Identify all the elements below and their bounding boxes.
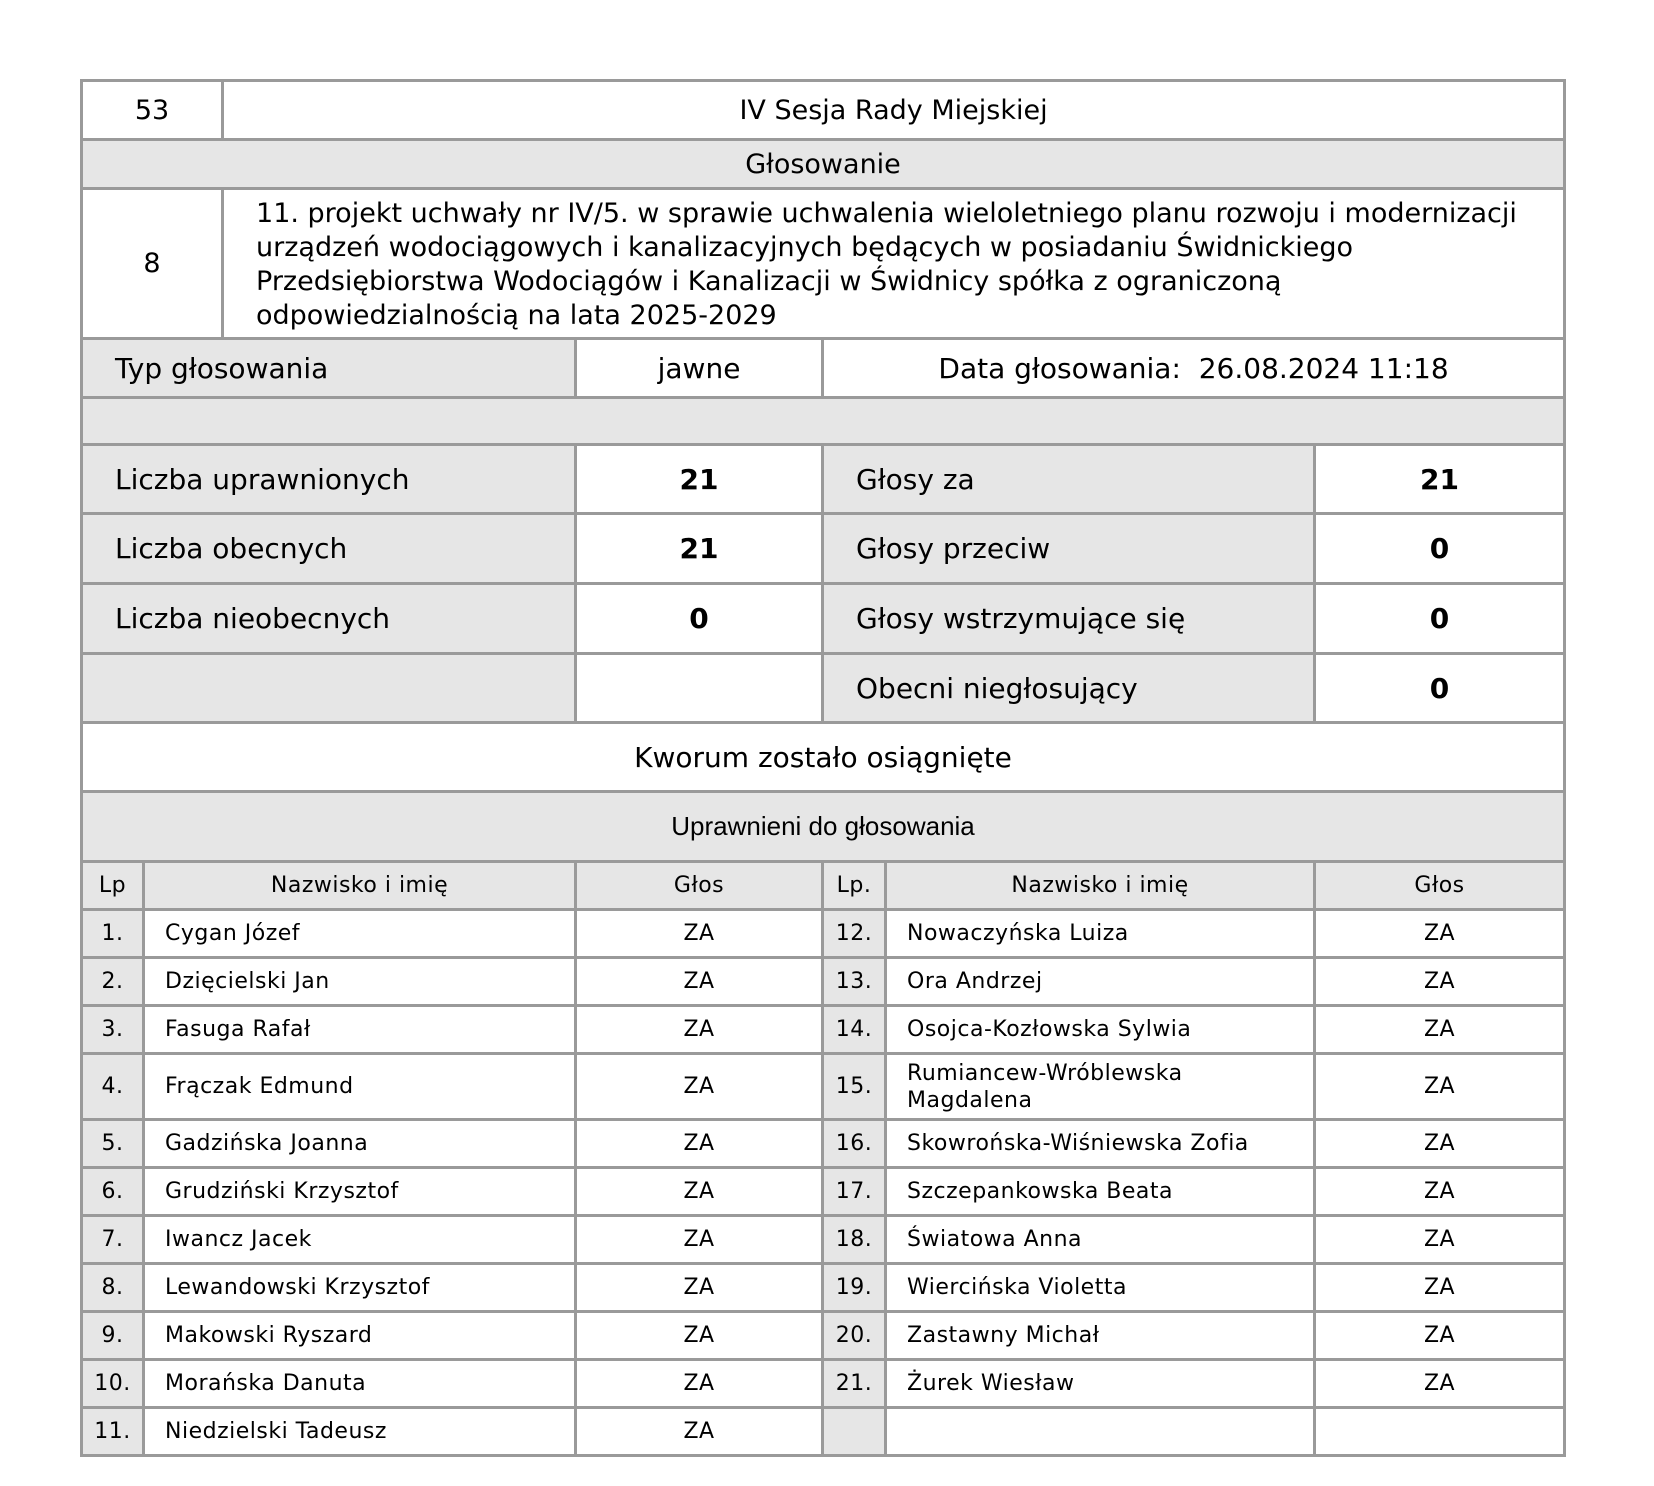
voter-name: Światowa Anna bbox=[886, 1216, 1315, 1264]
voter-name: Dzięcielski Jan bbox=[144, 958, 576, 1006]
voter-vote: ZA bbox=[576, 910, 823, 958]
voter-lp: 11. bbox=[82, 1408, 144, 1456]
voter-name: Nowaczyńska Luiza bbox=[886, 910, 1315, 958]
vote-date bbox=[823, 339, 1565, 398]
table-row bbox=[82, 1312, 1565, 1360]
voter-name: Żurek Wiesław bbox=[886, 1360, 1315, 1408]
voter-vote: ZA bbox=[1315, 1120, 1565, 1168]
eligible-label: Liczba uprawnionych bbox=[82, 445, 576, 514]
voter-vote: ZA bbox=[1315, 1312, 1565, 1360]
voter-lp: 19. bbox=[823, 1264, 886, 1312]
votes-for-value: 21 bbox=[1315, 445, 1565, 514]
voter-vote: ZA bbox=[576, 1006, 823, 1054]
empty-stat-value bbox=[576, 654, 823, 723]
voter-lp: 8. bbox=[82, 1264, 144, 1312]
voter-vote: ZA bbox=[1315, 910, 1565, 958]
voter-lp: 6. bbox=[82, 1168, 144, 1216]
voter-lp: 2. bbox=[82, 958, 144, 1006]
eligible-value: 21 bbox=[576, 445, 823, 514]
col-name-left: Nazwisko i imię bbox=[144, 862, 576, 910]
voter-name: Frączak Edmund bbox=[144, 1054, 576, 1120]
voter-lp: 21. bbox=[823, 1360, 886, 1408]
voter-name: Zastawny Michał bbox=[886, 1312, 1315, 1360]
voter-vote: ZA bbox=[1315, 1216, 1565, 1264]
voter-lp: 18. bbox=[823, 1216, 886, 1264]
voter-name: Makowski Ryszard bbox=[144, 1312, 576, 1360]
section-title: Głosowanie bbox=[82, 140, 1565, 189]
vote-type-label: Typ głosowania bbox=[82, 339, 576, 398]
voter-vote: ZA bbox=[1315, 1006, 1565, 1054]
voter-name: Osojca-Kozłowska Sylwia bbox=[886, 1006, 1315, 1054]
voter-name: Gadzińska Joanna bbox=[144, 1120, 576, 1168]
present-value: 21 bbox=[576, 514, 823, 584]
voter-name: Wiercińska Violetta bbox=[886, 1264, 1315, 1312]
voter-name-empty bbox=[886, 1408, 1315, 1456]
col-lp-left: Lp bbox=[82, 862, 144, 910]
abstain-label: Głosy wstrzymujące się bbox=[823, 584, 1315, 654]
voter-name: Iwancz Jacek bbox=[144, 1216, 576, 1264]
voter-name: Skowrońska-Wiśniewska Zofia bbox=[886, 1120, 1315, 1168]
table-row bbox=[82, 1264, 1565, 1312]
voter-vote: ZA bbox=[1315, 1168, 1565, 1216]
col-name-right: Nazwisko i imię bbox=[886, 862, 1315, 910]
voter-vote: ZA bbox=[1315, 1054, 1565, 1120]
voter-name: Szczepankowska Beata bbox=[886, 1168, 1315, 1216]
table-row bbox=[82, 1054, 1565, 1120]
voter-name: Fasuga Rafał bbox=[144, 1006, 576, 1054]
protocol-number: 53 bbox=[82, 81, 223, 140]
voter-vote: ZA bbox=[576, 1264, 823, 1312]
voter-lp: 15. bbox=[823, 1054, 886, 1120]
nonvoting-value: 0 bbox=[1315, 654, 1565, 723]
voter-vote: ZA bbox=[576, 1054, 823, 1120]
quorum-status: Kworum zostało osiągnięte bbox=[82, 723, 1565, 792]
nonvoting-label: Obecni niegłosujący bbox=[823, 654, 1315, 723]
vote-date-value: 26.08.2024 11:18 bbox=[1198, 351, 1449, 385]
present-label: Liczba obecnych bbox=[82, 514, 576, 584]
voter-lp: 20. bbox=[823, 1312, 886, 1360]
voter-lp: 10. bbox=[82, 1360, 144, 1408]
voter-vote: ZA bbox=[1315, 1360, 1565, 1408]
table-row bbox=[82, 910, 1565, 958]
voter-lp: 12. bbox=[823, 910, 886, 958]
col-lp-right: Lp. bbox=[823, 862, 886, 910]
voter-name: Lewandowski Krzysztof bbox=[144, 1264, 576, 1312]
voter-name: Ora Andrzej bbox=[886, 958, 1315, 1006]
table-row bbox=[82, 1120, 1565, 1168]
voter-vote: ZA bbox=[1315, 958, 1565, 1006]
voter-vote-empty bbox=[1315, 1408, 1565, 1456]
voters-title: Uprawnieni do głosowania bbox=[82, 792, 1565, 862]
voter-vote: ZA bbox=[576, 1408, 823, 1456]
votes-for-label: Głosy za bbox=[823, 445, 1315, 514]
votes-against-label: Głosy przeciw bbox=[823, 514, 1315, 584]
voter-vote: ZA bbox=[1315, 1264, 1565, 1312]
col-vote-left: Głos bbox=[576, 862, 823, 910]
table-row bbox=[82, 1360, 1565, 1408]
voter-name: Rumiancew-Wróblewska Magdalena bbox=[886, 1054, 1315, 1120]
absent-label: Liczba nieobecnych bbox=[82, 584, 576, 654]
voter-lp: 13. bbox=[823, 958, 886, 1006]
voter-lp: 17. bbox=[823, 1168, 886, 1216]
col-vote-right: Głos bbox=[1315, 862, 1565, 910]
voter-lp: 14. bbox=[823, 1006, 886, 1054]
voter-lp: 1. bbox=[82, 910, 144, 958]
voter-lp: 7. bbox=[82, 1216, 144, 1264]
votes-against-value: 0 bbox=[1315, 514, 1565, 584]
abstain-value: 0 bbox=[1315, 584, 1565, 654]
voter-lp: 4. bbox=[82, 1054, 144, 1120]
voter-name: Niedzielski Tadeusz bbox=[144, 1408, 576, 1456]
absent-value: 0 bbox=[576, 584, 823, 654]
voter-vote: ZA bbox=[576, 1168, 823, 1216]
spacer-row bbox=[82, 398, 1565, 445]
voter-vote: ZA bbox=[576, 1312, 823, 1360]
table-row bbox=[82, 958, 1565, 1006]
table-row bbox=[82, 1006, 1565, 1054]
voter-name: Grudziński Krzysztof bbox=[144, 1168, 576, 1216]
session-title: IV Sesja Rady Miejskiej bbox=[223, 81, 1565, 140]
voting-report-table bbox=[80, 79, 1566, 1457]
voter-name: Morańska Danuta bbox=[144, 1360, 576, 1408]
item-description: 11. projekt uchwały nr IV/5. w sprawie uchwalenia wieloletniego planu rozwoju i modernizacji urządzeń wodociągowych i kanalizacyjnych będących w posiadaniu Świdnickiego Przedsiębiorstwa Wodociągów i Kanalizacji w Świdnicy spółka z ograniczoną odpowiedzialnością na lata 2025-2029 bbox=[223, 189, 1565, 339]
voter-lp-empty bbox=[823, 1408, 886, 1456]
voter-name: Cygan Józef bbox=[144, 910, 576, 958]
vote-date-label: Data głosowania: bbox=[938, 351, 1181, 385]
table-row bbox=[82, 1408, 1565, 1456]
item-number: 8 bbox=[82, 189, 223, 339]
empty-stat-label bbox=[82, 654, 576, 723]
voter-lp: 16. bbox=[823, 1120, 886, 1168]
voter-vote: ZA bbox=[576, 958, 823, 1006]
voter-vote: ZA bbox=[576, 1120, 823, 1168]
voter-vote: ZA bbox=[576, 1216, 823, 1264]
voter-lp: 5. bbox=[82, 1120, 144, 1168]
vote-type-value: jawne bbox=[576, 339, 823, 398]
voter-lp: 9. bbox=[82, 1312, 144, 1360]
table-row bbox=[82, 1216, 1565, 1264]
voter-lp: 3. bbox=[82, 1006, 144, 1054]
voter-vote: ZA bbox=[576, 1360, 823, 1408]
table-row bbox=[82, 1168, 1565, 1216]
